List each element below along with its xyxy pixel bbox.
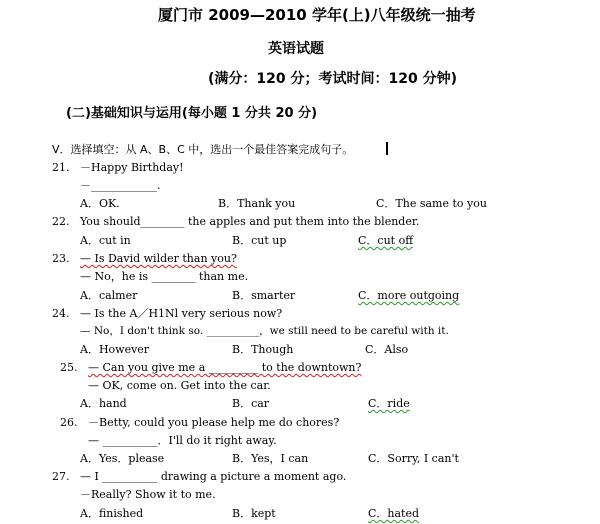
option-b[interactable]: B．kept: [232, 507, 276, 520]
question-line: －Really? Show it to me.: [80, 488, 216, 501]
paper-subject: 英语试题: [268, 41, 324, 57]
question-line: — No，he is ________ than me.: [80, 270, 249, 283]
option-c[interactable]: C．cut off: [358, 234, 414, 247]
option-a[interactable]: A．OK.: [80, 197, 120, 210]
option-b[interactable]: B．cut up: [232, 234, 287, 247]
option-a[interactable]: A．Yes．please: [80, 452, 165, 465]
option-a[interactable]: A．However: [80, 343, 150, 356]
option-c[interactable]: C．ride: [368, 397, 410, 410]
option-c[interactable]: C．Also: [365, 343, 409, 356]
option-c[interactable]: C．more outgoing: [358, 289, 460, 302]
text-cursor: [386, 142, 388, 155]
option-c[interactable]: C．The same to you: [376, 197, 487, 210]
question-line: －Betty, could you please help me do chores?: [88, 416, 340, 429]
question-line: — I __________ drawing a picture a moment ago.: [80, 470, 347, 483]
question-line: You should________ the apples and put them into the blender.: [80, 215, 420, 228]
option-a[interactable]: A．finished: [80, 507, 144, 520]
question-number: 21.: [52, 161, 70, 174]
question-number: 24.: [52, 307, 70, 320]
question-number: 22.: [52, 215, 70, 228]
option-a[interactable]: A．calmer: [80, 289, 138, 302]
question-line: — No，I don't think so. __________，we still need to be careful with it.: [80, 325, 449, 337]
question-line: — Can you give me a _________ to the downtown?: [88, 361, 362, 374]
question-number: 23.: [52, 252, 70, 265]
exam-title: 厦门市 2009—2010 学年(上)八年级统一抽考: [158, 6, 476, 24]
option-b[interactable]: B．Though: [232, 343, 294, 356]
section-heading: (二)基础知识与运用(每小题 1 分共 20 分): [66, 106, 318, 121]
question-line: — OK, come on. Get into the car.: [88, 379, 271, 392]
question-number: 25.: [60, 361, 78, 374]
option-c[interactable]: C．hated: [368, 507, 420, 520]
option-b[interactable]: B．smarter: [232, 289, 296, 302]
question-line: －Happy Birthday!: [80, 161, 184, 174]
question-number: 26.: [60, 416, 78, 429]
exam-info: (满分：120 分；考试时间：120 分钟): [208, 71, 457, 87]
question-line: — Is the A／H1Nl very serious now?: [80, 307, 283, 320]
question-line: — Is David wilder than you?: [80, 252, 237, 265]
question-line: －____________.: [80, 179, 161, 192]
instruction-text: V．选择填空：从 A、B、C 中，选出一个最佳答案完成句子。: [52, 143, 354, 156]
option-a[interactable]: A．hand: [80, 397, 127, 410]
option-a[interactable]: A．cut in: [80, 234, 131, 247]
question-line: — __________．I'll do it right away.: [88, 434, 277, 447]
option-c[interactable]: C．Sorry, I can't: [368, 452, 459, 465]
option-b[interactable]: B．Thank you: [218, 197, 296, 210]
option-b[interactable]: B．car: [232, 397, 270, 410]
question-number: 27.: [52, 470, 70, 483]
option-b[interactable]: B．Yes，I can: [232, 452, 309, 465]
